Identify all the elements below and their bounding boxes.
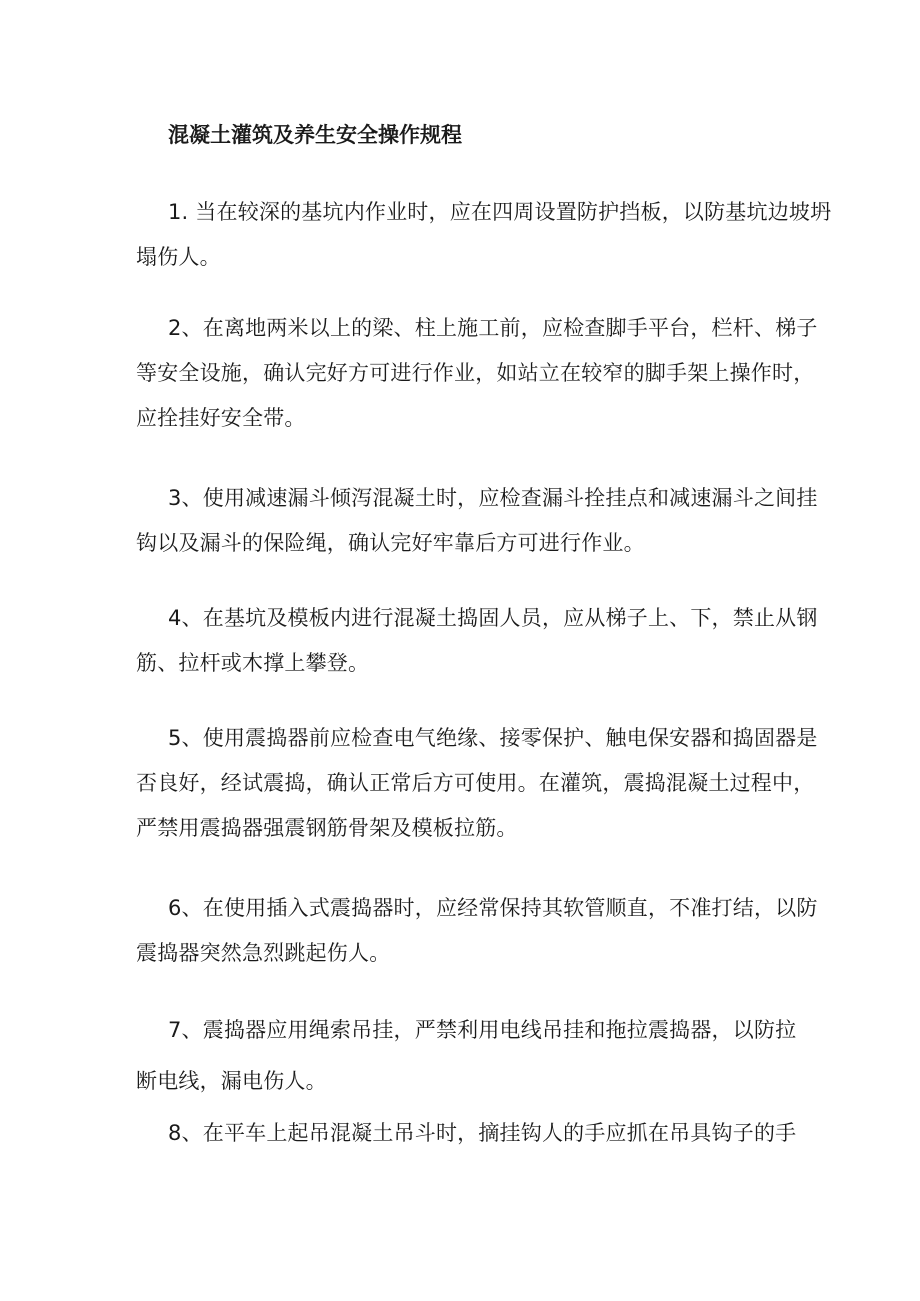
paragraph-2-line-3: 应拴挂好安全带。 bbox=[136, 406, 306, 430]
paragraph-5-line-1: 5、使用震捣器前应检查电气绝缘、接零保护、触电保安器和捣固器是 bbox=[168, 726, 818, 750]
paragraph-4 bbox=[136, 596, 818, 686]
paragraph-5-line-3: 严禁用震捣器强震钢筋骨架及模板拉筋。 bbox=[136, 816, 518, 840]
paragraph-6-line-2: 震捣器突然急烈跳起伤人。 bbox=[136, 941, 391, 965]
paragraph-5-line-2: 否良好，经试震捣，确认正常后方可使用。在灌筑，震捣混凝土过程中， bbox=[136, 771, 815, 795]
paragraph-4-line-2: 筋、拉杆或木撑上攀登。 bbox=[136, 651, 370, 675]
paragraph-8 bbox=[136, 1111, 796, 1156]
document-title: 混凝土灌筑及养生安全操作规程 bbox=[168, 123, 462, 147]
paragraph-5 bbox=[136, 716, 818, 851]
paragraph-7-line-2: 断电线，漏电伤人。 bbox=[136, 1069, 327, 1093]
paragraph-7-line-1: 7、震捣器应用绳索吊挂，严禁利用电线吊挂和拖拉震捣器，以防拉 bbox=[168, 1018, 797, 1042]
paragraph-1 bbox=[136, 190, 832, 280]
paragraph-2 bbox=[136, 306, 818, 441]
paragraph-6-line-1: 6、在使用插入式震捣器时，应经常保持其软管顺直，不准打结，以防 bbox=[168, 896, 818, 920]
paragraph-2-line-2: 等安全设施，确认完好方可进行作业，如站立在较窄的脚手架上操作时， bbox=[136, 361, 815, 385]
paragraph-4-line-1: 4、在基坑及模板内进行混凝土捣固人员，应从梯子上、下，禁止从钢 bbox=[168, 606, 818, 630]
paragraph-3 bbox=[136, 476, 818, 566]
paragraph-3-line-2: 钩以及漏斗的保险绳，确认完好牢靠后方可进行作业。 bbox=[136, 531, 645, 555]
paragraph-6 bbox=[136, 886, 818, 976]
paragraph-3-line-1: 3、使用减速漏斗倾泻混凝土时，应检查漏斗拴挂点和减速漏斗之间挂 bbox=[168, 486, 818, 510]
paragraph-7 bbox=[136, 1008, 796, 1104]
paragraph-1-line-2: 塌伤人。 bbox=[136, 245, 221, 269]
paragraph-2-line-1: 2、在离地两米以上的梁、柱上施工前，应检查脚手平台，栏杆、梯子 bbox=[168, 316, 818, 340]
paragraph-8-line-1: 8、在平车上起吊混凝土吊斗时，摘挂钩人的手应抓在吊具钩子的手 bbox=[168, 1121, 797, 1145]
paragraph-1-line-1: 1. 当在较深的基坑内作业时，应在四周设置防护挡板，以防基坑边坡坍 bbox=[168, 200, 832, 224]
